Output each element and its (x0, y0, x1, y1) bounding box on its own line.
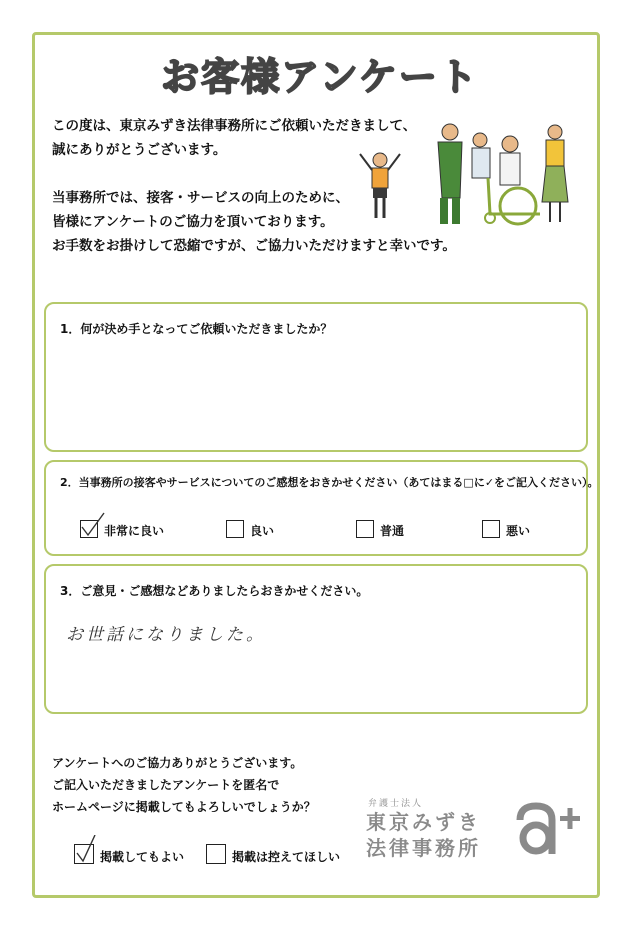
option-label: 悪い (506, 524, 531, 538)
people-illustration (350, 118, 585, 233)
publish-yes-label: 掲載してもよい (100, 850, 185, 864)
question-2-label: 2．当事務所の接客やサービスについてのご感想をおきかせください（あてはまる□に✓をご記入ください）。 (60, 476, 599, 489)
closing-line: アンケートへのご協力ありがとうございます。 (52, 756, 303, 770)
question-2-box (44, 460, 599, 556)
logo-line: 法律事務所 (366, 836, 481, 860)
a-plus-logo-icon (514, 800, 584, 860)
page-title: お客様アンケート (161, 55, 479, 99)
question-3-label: 3．ご意見・ご感想などありましたらおきかせください。 (60, 584, 369, 598)
rating-option-average[interactable] (356, 512, 404, 538)
question-1-box[interactable] (44, 302, 588, 452)
checkbox-bad[interactable] (482, 520, 500, 538)
option-label: 非常に良い (104, 524, 165, 538)
publish-no-option[interactable] (206, 842, 340, 864)
question-1-label: 1．何が決め手となってご依頼いただきましたか？ (60, 322, 333, 336)
checkbox-publish-yes[interactable] (74, 844, 94, 864)
check-mark-icon (73, 835, 103, 863)
option-label: 普通 (380, 524, 405, 538)
intro-line: 誠にありがとうございます。 (52, 142, 227, 158)
closing-line: ご記入いただきましたアンケートを匿名で (52, 778, 280, 792)
check-mark-icon (79, 511, 107, 537)
intro-line: 皆様にアンケートのご協力を頂いております。 (52, 214, 334, 230)
closing-text (52, 752, 316, 818)
intro-line: お手数をお掛けして恐縮ですが、ご協力いただけますと幸いです。 (52, 238, 456, 254)
checkbox-good[interactable] (226, 520, 244, 538)
option-label: 良い (250, 524, 275, 538)
firm-logo (366, 796, 481, 861)
publish-no-label: 掲載は控えてほしい (232, 850, 341, 864)
intro-line: 当事務所では、接客・サービスの向上のために、 (52, 190, 349, 206)
checkbox-very-good[interactable] (80, 520, 98, 538)
logo-subtitle: 弁護士法人 (368, 799, 424, 809)
checkbox-publish-no[interactable] (206, 844, 226, 864)
publish-yes-option[interactable] (74, 842, 184, 864)
handwritten-answer: お世話になりました。 (66, 625, 266, 645)
rating-option-bad[interactable] (482, 512, 530, 538)
rating-option-very-good[interactable] (80, 512, 164, 538)
checkbox-average[interactable] (356, 520, 374, 538)
intro-line: この度は、東京みずき法律事務所にご依頼いただきまして、 (52, 118, 417, 134)
rating-options (80, 512, 560, 538)
rating-option-good[interactable] (226, 512, 274, 538)
question-3-box[interactable] (44, 564, 588, 714)
logo-line: 東京みずき (366, 810, 481, 834)
closing-line: ホームページに掲載してもよろしいでしょうか？ (52, 800, 316, 814)
